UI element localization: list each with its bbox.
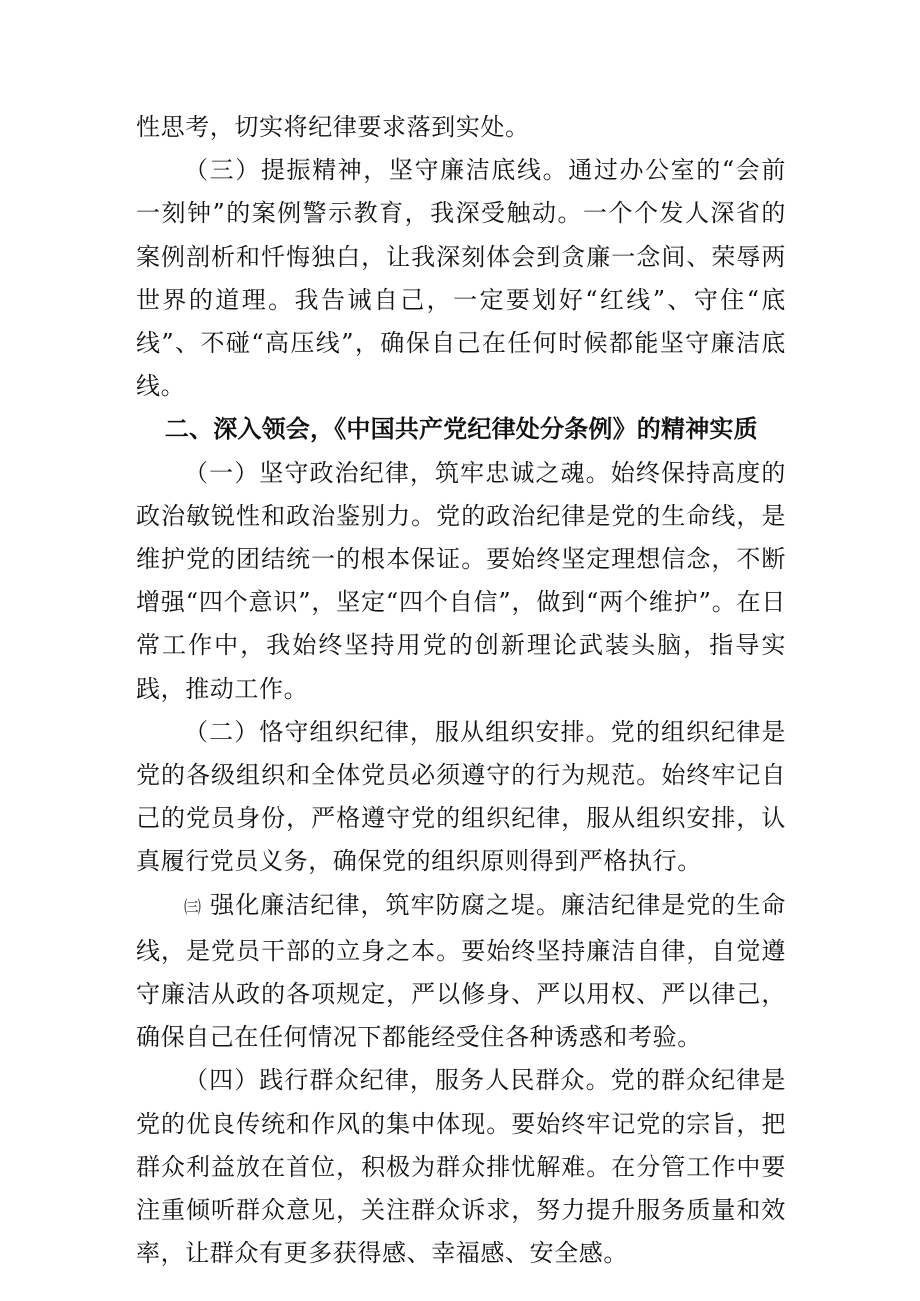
paragraph-mass-discipline: （四）践行群众纪律，服务人民群众。党的群众纪律是党的优良传统和作风的集中体现。要始终牢记党的宗旨，把群众利益放在首位，积极为群众排忧解难。在分管工作中要注重倾听群众意见，关注群众诉求，努力提升服务质量和效率，让群众有更多获得感、幸福感、安全感。 — [136, 1066, 786, 1268]
paragraph-integrity-bottom-line: （三）提振精神，坚守廉洁底线。通过办公室的“会前一刻钟”的案例警示教育，我深受触动。一个个发人深省的案例剖析和忏悔独白，让我深刻体会到贪廉一念间、荣辱两世界的道理。我告诫自己，一定要划好“红线”、守住“底线”、不碰“高压线”，确保自己在任何时候都能坚守廉洁底线。 — [136, 156, 786, 401]
paragraph-organizational-discipline: （二）恪守组织纪律，服从组织安排。党的组织纪律是党的各级组织和全体党员必须遵守的行为规范。始终牢记自己的党员身份，严格遵守党的组织纪律，服从组织安排，认真履行党员义务，确保党的组织原则得到严格执行。 — [136, 717, 786, 876]
paragraph-text: 强化廉洁纪律，筑牢防腐之堤。廉洁纪律是党的生命线，是党员干部的立身之本。要始终坚持廉洁自律，自觉遵守廉洁从政的各项规定，严以修身、严以用权、严以律己，确保自己在任何情况下都能经受住各种诱惑和考验。 — [136, 890, 787, 1052]
paragraph-number-label: ㈢ — [184, 897, 202, 918]
paragraph-political-discipline: （一）坚守政治纪律，筑牢忠诚之魂。始终保持高度的政治敏锐性和政治鉴别力。党的政治纪律是党的生命线，是维护党的团结统一的根本保证。要始终坚定理想信念，不断增强“四个意识”，坚定“四个自信”，做到“两个维护”。在日常工作中，我始终坚持用党的创新理论武装头脑，指导实践，推动工作。 — [136, 458, 786, 703]
paragraph-integrity-discipline — [136, 884, 786, 1060]
section-heading: 二、深入领会，《中国共产党纪律处分条例》的精神实质 — [164, 415, 758, 444]
paragraph-continuation: 性思考，切实将纪律要求落到实处。 — [136, 113, 530, 141]
document-body — [136, 106, 786, 1275]
